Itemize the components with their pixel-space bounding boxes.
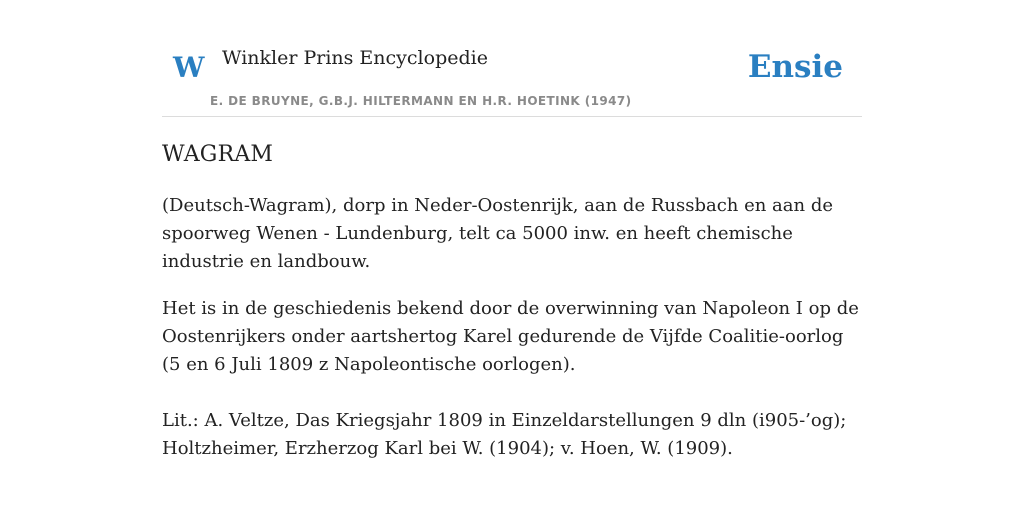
source-authors: E. DE BRUYNE, G.B.J. HILTERMANN EN H.R. HOETINK (1947) (210, 94, 632, 108)
source-title[interactable]: Winkler Prins Encyclopedie (222, 47, 488, 69)
header (162, 40, 862, 117)
article-paragraph: Het is in de geschiedenis bekend door de overwinning van Napoleon I op de Oostenrijkers onder aartshertog Karel gedurende de Vijfde Coalitie-oorlog (5 en 6 Juli 1809 z Napoleontische oorlogen). (162, 298, 859, 375)
page-title: WAGRAM (162, 142, 274, 167)
literature-references: Lit.: A. Veltze, Das Kriegsjahr 1809 in Einzeldarstellungen 9 dln (i905-’og); Holtzheimer, Erzherzog Karl bei W. (1904); v. Hoen, W. (1909). (162, 410, 847, 459)
winkler-prins-logo[interactable]: W (173, 51, 205, 84)
article-paragraph: (Deutsch-Wagram), dorp in Neder-Oostenrijk, aan de Russbach en aan de spoorweg Wenen - Lundenburg, telt ca 5000 inw. en heeft chemische industrie en landbouw. (162, 195, 834, 272)
ensie-logo[interactable]: Ensie (747, 49, 843, 85)
